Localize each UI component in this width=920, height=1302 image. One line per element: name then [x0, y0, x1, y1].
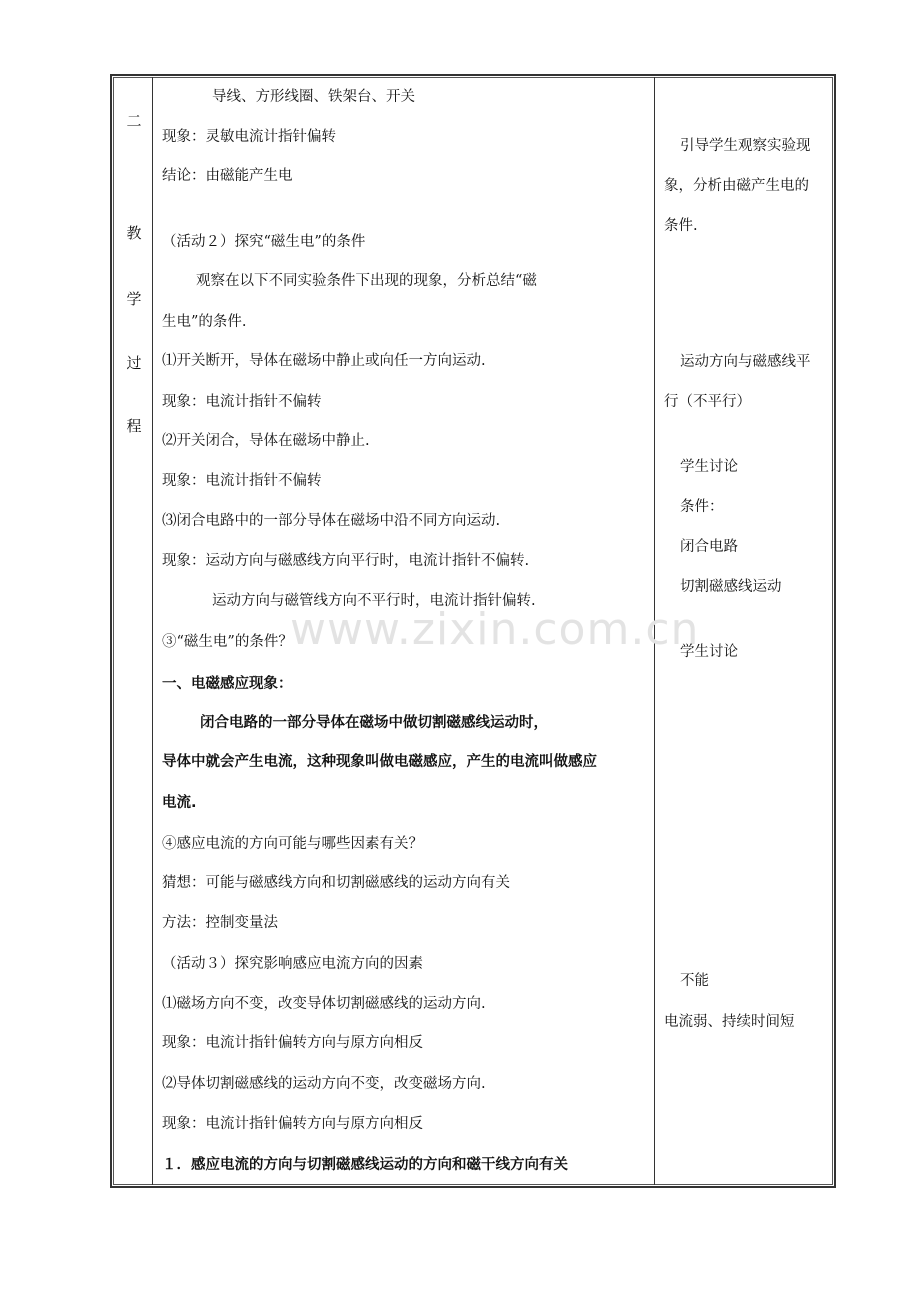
note-line: 条件. [664, 218, 698, 234]
stage-char: 教 [126, 224, 142, 242]
note-line: 闭合电路 [680, 539, 738, 555]
note-line: 切割磁感线运动 [680, 579, 782, 595]
content-line: 现象：电流计指针不偏转 [162, 394, 322, 410]
note-line: 象，分析由磁产生电的 [664, 178, 809, 194]
content-line: 猜想：可能与磁感线方向和切割磁感线的运动方向有关 [162, 875, 510, 891]
definition-line: 闭合电路的一部分导体在磁场中做切割磁感线运动时， [200, 715, 548, 731]
content-line: 现象：灵敏电流计指针偏转 [162, 129, 336, 145]
content-line: （活动３）探究影响感应电流方向的因素 [162, 956, 423, 972]
content-line: ⑴开关断开，导体在磁场中静止或向任一方向运动. [162, 353, 486, 369]
definition-line: 电流. [162, 795, 197, 811]
content-line: 现象：电流计指针偏转方向与原方向相反 [162, 1116, 423, 1132]
content-line: ④感应电流的方向可能与哪些因素有关？ [162, 836, 423, 852]
content-line: 现象：电流计指针偏转方向与原方向相反 [162, 1035, 423, 1051]
stage-char: 学 [126, 290, 142, 308]
note-line: 运动方向与磁感线平 [680, 354, 811, 370]
note-line: 不能 [680, 973, 709, 989]
content-line: 导线、方形线圈、铁架台、开关 [212, 89, 415, 105]
content-line: 现象：运动方向与磁感线方向平行时，电流计指针不偏转. [162, 553, 530, 569]
content-line: 方法：控制变量法 [162, 915, 278, 931]
section-heading: 一、电磁感应现象： [162, 676, 293, 692]
note-line: 电流弱、持续时间短 [664, 1014, 795, 1030]
content-line: 运动方向与磁管线方向不平行时，电流计指针偏转. [212, 593, 536, 609]
stage-char: 二 [126, 112, 142, 130]
column-divider-left [152, 77, 153, 1185]
stage-char: 过 [126, 354, 142, 372]
definition-line: 导体中就会产生电流，这种现象叫做电磁感应，产生的电流叫做感应 [162, 754, 597, 770]
content-line: ⑴磁场方向不变，改变导体切割磁感线的运动方向. [162, 996, 486, 1012]
stage-char: 程 [126, 417, 142, 435]
note-line: 条件： [680, 499, 724, 515]
content-line: 现象：电流计指针不偏转 [162, 473, 322, 489]
note-line: 学生讨论 [680, 459, 738, 475]
content-line: ⑵开关闭合，导体在磁场中静止. [162, 433, 370, 449]
content-line: 结论：由磁能产生电 [162, 168, 293, 184]
watermark: www.zixin.com.cn [290, 604, 700, 655]
content-line: 生电”的条件. [162, 314, 247, 330]
content-line: ⑵导体切割磁感线的运动方向不变，改变磁场方向. [162, 1076, 486, 1092]
note-line: 行（不平行） [664, 394, 751, 410]
content-line: ⑶闭合电路中的一部分导体在磁场中沿不同方向运动. [162, 513, 501, 529]
note-line: 引导学生观察实验现 [680, 138, 811, 154]
conclusion-line: １．感应电流的方向与切割磁感线运动的方向和磁干线方向有关 [162, 1157, 568, 1173]
content-line: ③“磁生电”的条件？ [162, 634, 293, 650]
content-line: （活动２）探究“磁生电”的条件 [162, 234, 366, 250]
content-line: 观察在以下不同实验条件下出现的现象，分析总结“磁 [196, 273, 537, 289]
note-line: 学生讨论 [680, 644, 738, 660]
